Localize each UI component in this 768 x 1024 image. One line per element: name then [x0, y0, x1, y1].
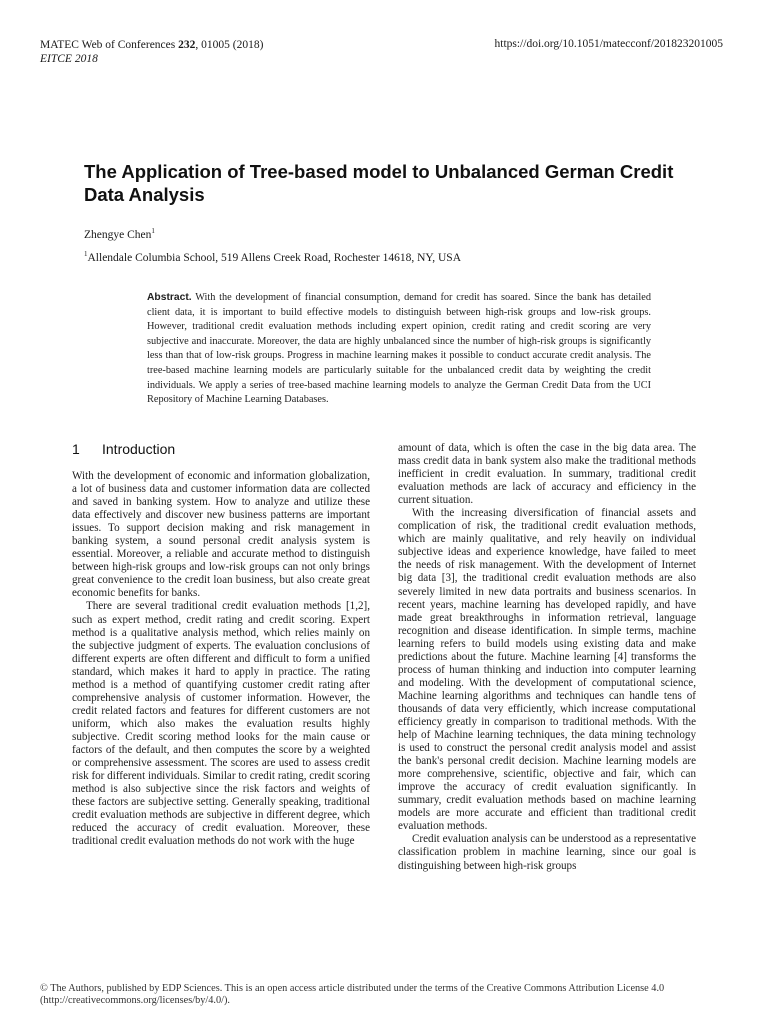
section-number: 1	[72, 441, 80, 457]
paragraph: There are several traditional credit evaluation methods [1,2], such as expert method, credit rating and credit scoring. Expert method is a qualitative analysis method, which relies mainly on the subjective judgment of experts. The evaluation conclusions of different experts are often different and difficult to form a unified standard, which makes it hard to apply in practice. The rating method is a method of quantifying customer credit rating after comprehensive analysis of customer information. However, the credit related factors and features for different customers are not uniform, which also makes the evaluation results highly subjective. Credit scoring method looks for the main cause or factors of the default, and then computes the score by a weighted or comprehensive assessment. The scores are used to assess credit risk for different individuals. Similar to credit rating, credit scoring method is also subjective since the risk factors and weights of these factors are subjective setting. Generally speaking, traditional credit evaluation methods are subjective in different degree, which reduced the accuracy of credit evaluation. Moreover, these traditional credit evaluation methods do not work with the huge	[72, 600, 370, 848]
affiliation-superscript: 1	[84, 250, 88, 258]
body-column-left	[72, 470, 370, 848]
abstract-label: Abstract.	[147, 292, 192, 303]
running-header	[40, 38, 263, 66]
author-name: Zhengye Chen	[84, 228, 152, 241]
body-column-right	[398, 442, 696, 873]
affiliation-line	[84, 250, 461, 264]
paper-title: The Application of Tree-based model to Unbalanced German Credit Data Analysis	[84, 161, 674, 205]
paragraph: With the increasing diversification of financial assets and complication of risk, the traditional credit evaluation methods, which are mainly qualitative, and rely heavily on individual subjective ideas and experience knowledge, have failed to meet the needs of risk management. With the development of Internet big data [3], the traditional credit evaluation methods are also severely limited in new data portraits and business scenarios. In recent years, machine learning has developed rapidly, and have made great breakthroughs in information retrieval, language recognition and disease identification. In simple terms, machine learning refers to build models using existing data and make predictions about the future. Machine learning [4] transforms the process of human thinking and induction into computer learning and modeling. With the development of computational science, Machine learning algorithms and techniques can handle tens of thousands of data very efficiently, which increase computational efficiency greatly in comparison to traditional methods. With the help of Machine learning techniques, the data mining technology is used to construct the personal credit analysis model and assist the bank's personal credit decision. Machine learning models are more comprehensive, scientific, objective and fair, which can improve the accuracy of credit evaluation significantly. In summary, credit evaluation methods based on machine learning models are more accurate and efficient than traditional credit evaluation methods.	[398, 507, 696, 833]
paragraph: With the development of economic and information globalization, a lot of business data and customer information data are collected and saved in banking system. How to analyze and utilize these data effectively and discover new business patterns are important issues. To support decision making and risk management in banking system, a sound personal credit analysis system is essential. Moreover, a reliable and accurate method to distinguish between high-risk groups and low-risk groups can not only brings great convenience to the credit loan business, but also create great economic benefits for banks.	[72, 470, 370, 600]
abstract-text: With the development of financial consumption, demand for credit has soared. Since the bank has detailed client data, it is important to build effective models to distinguish between high-risk groups and low-risk groups. However, traditional credit evaluation methods including expert opinion, credit rating and credit scoring are very subjective and inaccurate. Moreover, the data are highly unbalanced since the number of high-risk groups is significantly less than that of low-risk groups. Progress in machine learning makes it possible to conduct accurate credit analysis. The tree-based machine learning models are particularly suitable for the unbalanced credit data by weighting the credit individuals. We apply a series of tree-based machine learning models to analyze the German Credit Data from the UCI Repository of Machine Learning Databases.	[147, 292, 651, 406]
abstract-block	[147, 291, 651, 408]
license-footer: © The Authors, published by EDP Sciences. This is an open access article distributed under the terms of the Creative Commons Attribution License 4.0 (http://creativecommons.org/licenses/by/4.0/).	[40, 983, 665, 1006]
conference-name: EITCE 2018	[40, 53, 98, 65]
journal-citation	[40, 38, 263, 52]
section-heading	[72, 441, 175, 457]
author-superscript: 1	[151, 227, 155, 235]
author-line	[84, 227, 155, 241]
article-number: , 01005 (2018)	[195, 39, 264, 51]
doi-link[interactable]: https://doi.org/10.1051/matecconf/201823201005	[494, 38, 723, 50]
section-title: Introduction	[102, 441, 176, 457]
journal-volume: 232	[178, 39, 196, 51]
affiliation-text: Allendale Columbia School, 519 Allens Creek Road, Rochester 14618, NY, USA	[87, 251, 461, 264]
paragraph: amount of data, which is often the case in the big data area. The mass credit data in bank system also make the traditional methods inefficient in credit evaluation. In summary, traditional credit evaluation methods are lack of accuracy and efficiency in the current situation.	[398, 442, 696, 507]
journal-name: MATEC Web of Conferences	[40, 39, 179, 51]
paragraph: Credit evaluation analysis can be understood as a representative classification problem in machine learning, since our goal is distinguishing between high-risk groups	[398, 833, 696, 872]
